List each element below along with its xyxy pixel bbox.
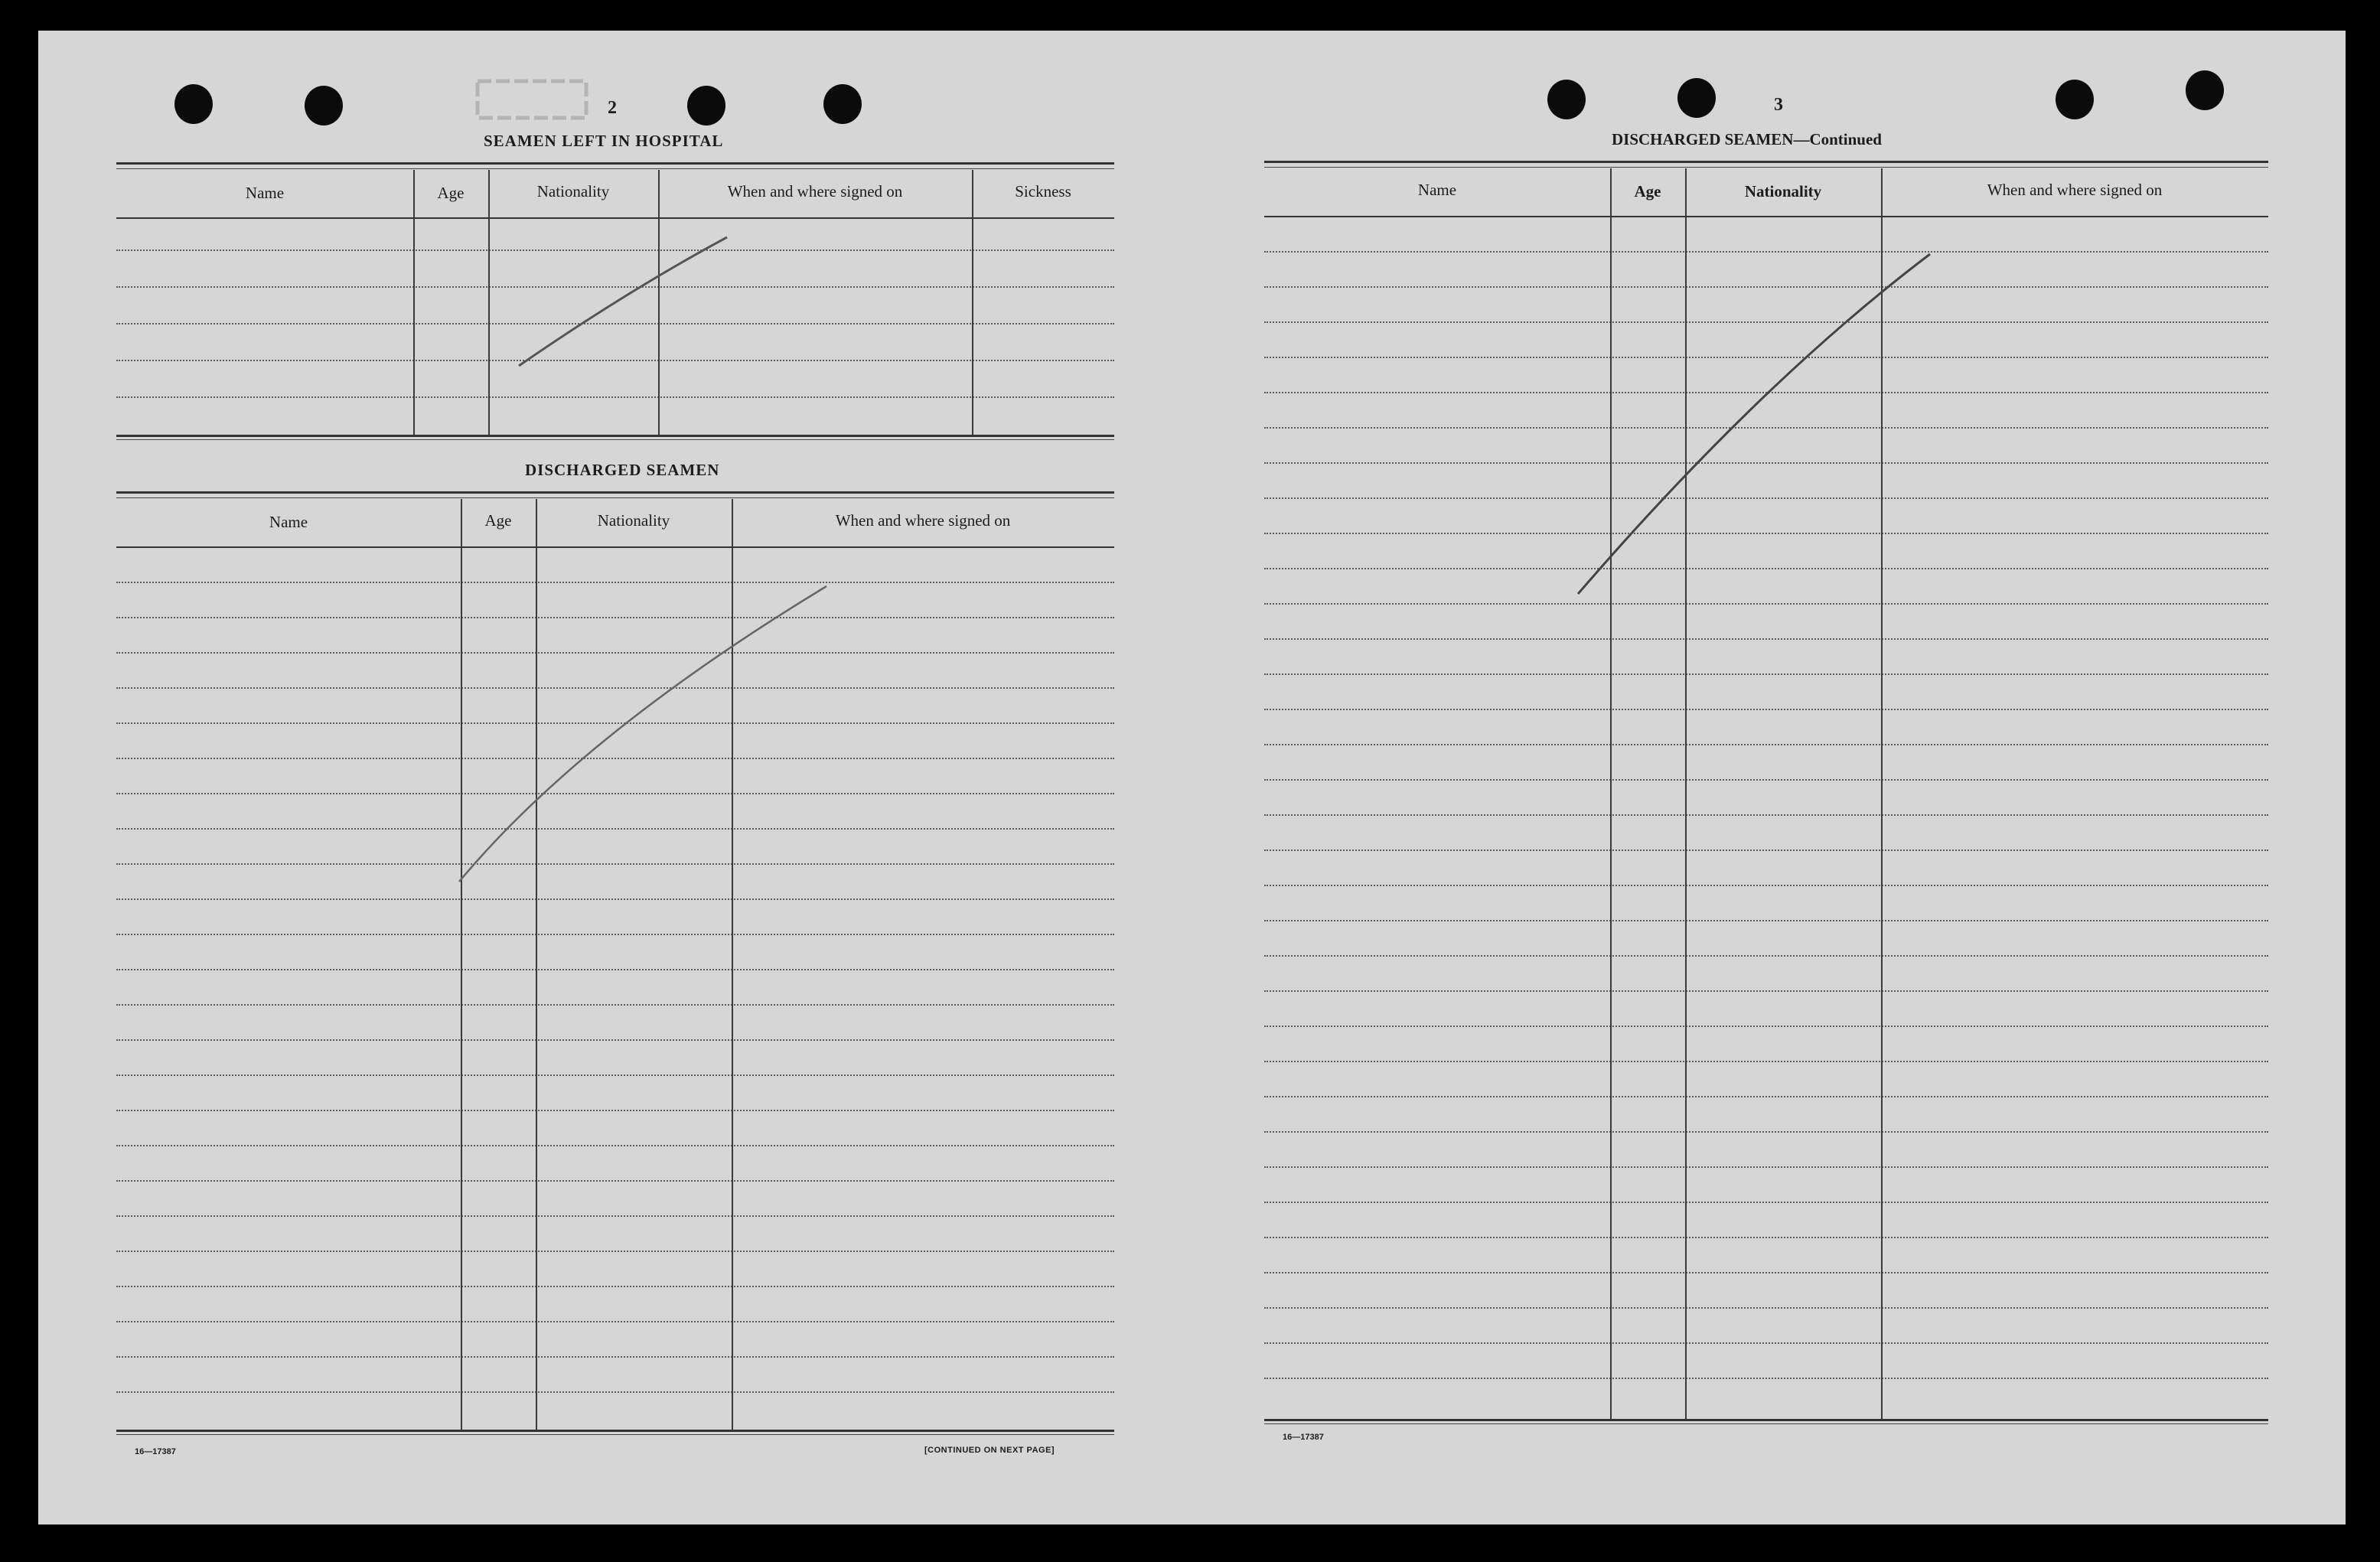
page-number: 3 bbox=[1774, 95, 1783, 115]
column-header-nationality: Nationality bbox=[597, 511, 670, 530]
column-header-age: Age bbox=[1634, 182, 1661, 201]
section-title-suffix: —Continued bbox=[1793, 130, 1882, 148]
section-title-discharged: DISCHARGED SEAMEN bbox=[525, 461, 720, 479]
column-header-signed-on: When and where signed on bbox=[835, 511, 1011, 530]
section-title-hospital: SEAMEN LEFT IN HOSPITAL bbox=[484, 132, 724, 150]
column-header-name: Name bbox=[245, 184, 285, 202]
column-header-sickness: Sickness bbox=[1015, 182, 1071, 201]
column-header-age: Age bbox=[437, 184, 465, 202]
column-header-nationality: Nationality bbox=[1744, 182, 1822, 201]
section-title-text: DISCHARGED SEAMEN bbox=[1612, 130, 1794, 148]
column-header-signed-on: When and where signed on bbox=[1987, 181, 2163, 199]
pencil-strike-discharged bbox=[459, 586, 826, 882]
column-header-nationality: Nationality bbox=[536, 182, 610, 201]
column-header-age: Age bbox=[484, 511, 512, 530]
form-number: 16—17387 bbox=[1283, 1433, 1324, 1442]
column-header-name: Name bbox=[1417, 181, 1457, 199]
continued-note: [CONTINUED ON NEXT PAGE] bbox=[924, 1446, 1055, 1455]
page-number: 2 bbox=[608, 98, 617, 118]
column-header-name: Name bbox=[269, 513, 308, 531]
column-header-signed-on: When and where signed on bbox=[727, 182, 903, 201]
pencil-strike-hospital bbox=[519, 237, 727, 366]
form-number: 16—17387 bbox=[135, 1447, 176, 1456]
pencil-strike-discharged-continued bbox=[1578, 254, 1930, 594]
